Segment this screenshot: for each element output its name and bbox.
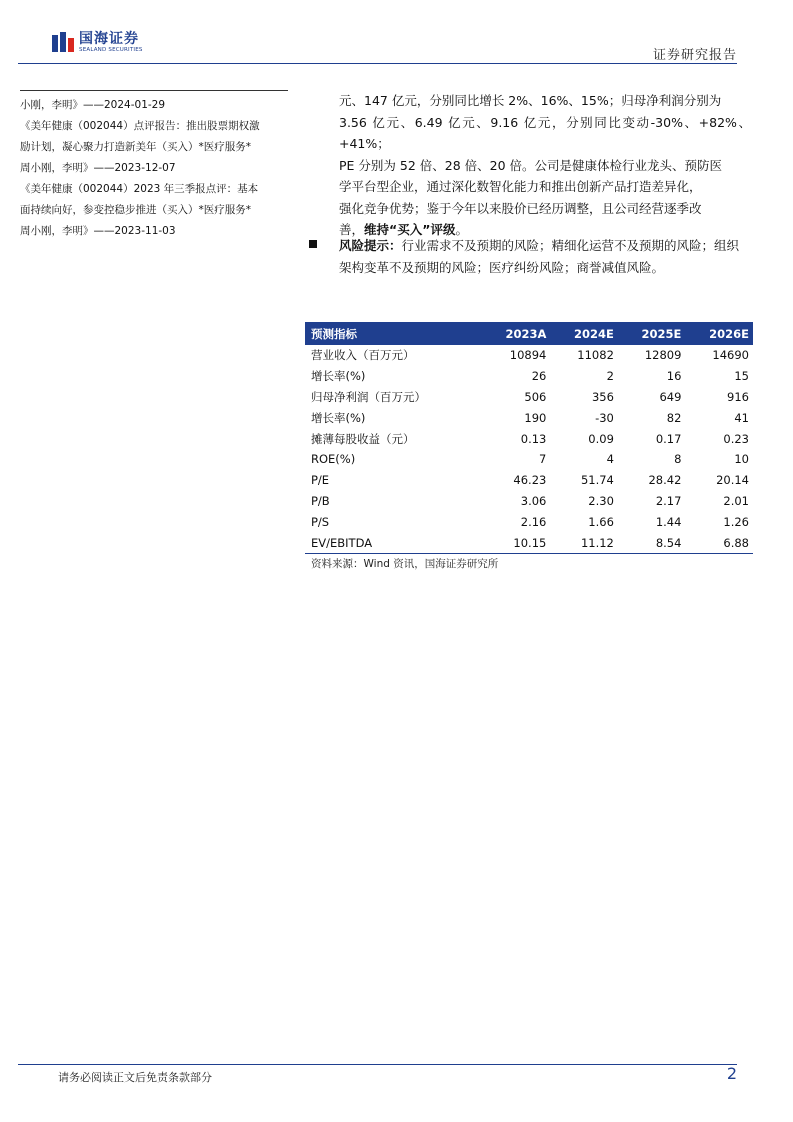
risk-text: 行业需求不及预期的风险；精细化运营不及预期的风险；组织架构变革不及预期的风险；医疗纠纷风险；商誉减值风险。 [339, 238, 740, 275]
row-label-cell: 增长率(%) [311, 369, 366, 384]
summary-line: 强化竞争优势；鉴于今年以来股价已经历调整，且公司经营逐季改 [339, 200, 702, 216]
related-report-line: 周小刚，李明》——2023-11-03 [20, 225, 176, 237]
row-label-cell: P/E [311, 473, 330, 488]
row-label-cell: EV/EBITDA [305, 532, 481, 553]
value-cell: 16 [666, 369, 682, 384]
table-row [305, 407, 753, 428]
table-header-cell: 预测指标 [305, 322, 481, 345]
value-cell: 356 [591, 389, 614, 404]
value-cell: 2.16 [520, 514, 547, 529]
table-row [305, 345, 753, 366]
value-cell: 15 [734, 369, 749, 384]
value-cell: 649 [659, 389, 682, 404]
value-cell: 82 [666, 410, 682, 425]
table-row [305, 366, 753, 387]
square-bullet-icon [309, 240, 317, 248]
value-cell: 51.74 [580, 473, 614, 488]
value-cell: 2.01 [723, 493, 749, 508]
value-cell: 0.23 [723, 431, 749, 446]
value-cell: 10894 [509, 348, 547, 363]
related-report-line: 励计划，凝心聚力打造新美年（买入）*医疗服务* [20, 141, 251, 153]
related-report-line: 小刚，李明》——2024-01-29 [20, 99, 166, 111]
disclaimer-note: 请务必阅读正文后免责条款部分 [58, 1071, 212, 1084]
value-cell: 2.30 [588, 493, 614, 508]
risk-warning [309, 235, 751, 278]
logo-name-cn: 国海证券 [79, 31, 139, 47]
value-cell: 46.23 [513, 473, 547, 488]
table-row [305, 387, 753, 408]
value-cell: 1.44 [655, 514, 682, 529]
table-header-cell: 2023A [481, 322, 550, 345]
report-type-label: 证券研究报告 [652, 48, 737, 63]
table-row [305, 532, 753, 553]
value-cell: 10.15 [481, 532, 550, 553]
value-cell: 14690 [712, 348, 749, 363]
value-cell: 0.09 [588, 431, 614, 446]
summary-line: 3.56 亿元、6.49 亿元、9.16 亿元，分别同比变动-30%、+82%、+41%； [339, 114, 751, 151]
value-cell: 4 [606, 452, 614, 467]
value-cell: 10 [734, 452, 749, 467]
company-logo [52, 32, 143, 54]
forecast-table [305, 322, 753, 554]
value-cell: 7 [539, 452, 547, 467]
table-row [305, 491, 753, 512]
value-cell: 0.13 [520, 431, 547, 446]
value-cell: 8.54 [618, 532, 686, 553]
value-cell: 0.17 [655, 431, 682, 446]
summary-line: PE 分别为 52 倍、28 倍、20 倍。公司是健康体检行业龙头、预防医 [339, 157, 723, 173]
value-cell: 6.88 [685, 532, 753, 553]
row-label-cell: 摊薄每股收益（元） [311, 431, 415, 446]
row-label-cell: 归母净利润（百万元） [311, 389, 426, 404]
value-cell: 916 [727, 389, 749, 404]
risk-label: 风险提示： [339, 238, 402, 253]
related-reports [20, 90, 288, 242]
value-cell: -30 [595, 410, 614, 425]
logo-name-en: SEALAND SECURITIES [79, 47, 143, 53]
table-source: 资料来源：Wind 资讯，国海证券研究所 [311, 558, 499, 570]
page-number: 2 [726, 1064, 737, 1083]
value-cell: 20.14 [716, 473, 749, 488]
value-cell: 11082 [577, 348, 614, 363]
table-header-cell: 2026E [685, 322, 753, 345]
row-label-cell: 增长率(%) [311, 410, 366, 425]
value-cell: 190 [524, 410, 547, 425]
logo-mark-icon [52, 32, 74, 54]
value-cell: 41 [734, 410, 749, 425]
table-row [305, 511, 753, 532]
value-cell: 8 [674, 452, 682, 467]
related-report-line: 面持续向好，参变控稳步推进（买入）*医疗服务* [20, 204, 251, 216]
row-label-cell: ROE(%) [311, 452, 356, 467]
footer-divider [18, 1064, 737, 1065]
row-label-cell: P/S [311, 514, 330, 529]
value-cell: 506 [524, 389, 547, 404]
row-label-cell: 营业收入（百万元） [311, 348, 415, 363]
table-row [305, 449, 753, 470]
summary-prefix: 善， [339, 222, 365, 237]
table-header-cell: 2024E [550, 322, 618, 345]
value-cell: 11.12 [550, 532, 618, 553]
value-cell: 28.42 [648, 473, 682, 488]
header-divider [18, 63, 737, 64]
value-cell: 1.26 [723, 514, 749, 529]
rating-statement: 维持“买入”评级 [364, 222, 456, 237]
related-report-line: 《美年健康（002044）2023 年三季报点评：基本 [20, 183, 259, 195]
summary-suffix: 。 [455, 222, 468, 237]
related-report-line: 周小刚，李明》——2023-12-07 [20, 162, 176, 174]
value-cell: 2.17 [655, 493, 682, 508]
value-cell: 1.66 [588, 514, 614, 529]
row-label-cell: P/B [311, 493, 330, 508]
table-row [305, 470, 753, 491]
value-cell: 3.06 [520, 493, 547, 508]
investment-summary [339, 90, 751, 241]
summary-line: 元、147 亿元，分别同比增长 2%、16%、15%；归母净利润分别为 [339, 93, 722, 108]
table-row [305, 428, 753, 449]
summary-line: 学平台型企业，通过深化数智化能力和推出创新产品打造差异化， [339, 179, 702, 194]
table-header-cell: 2025E [618, 322, 686, 345]
value-cell: 12809 [644, 348, 682, 363]
value-cell: 2 [606, 369, 614, 384]
value-cell: 26 [531, 369, 547, 384]
table-header-row [305, 322, 753, 345]
related-report-line: 《美年健康（002044）点评报告：推出股票期权激 [20, 120, 260, 132]
